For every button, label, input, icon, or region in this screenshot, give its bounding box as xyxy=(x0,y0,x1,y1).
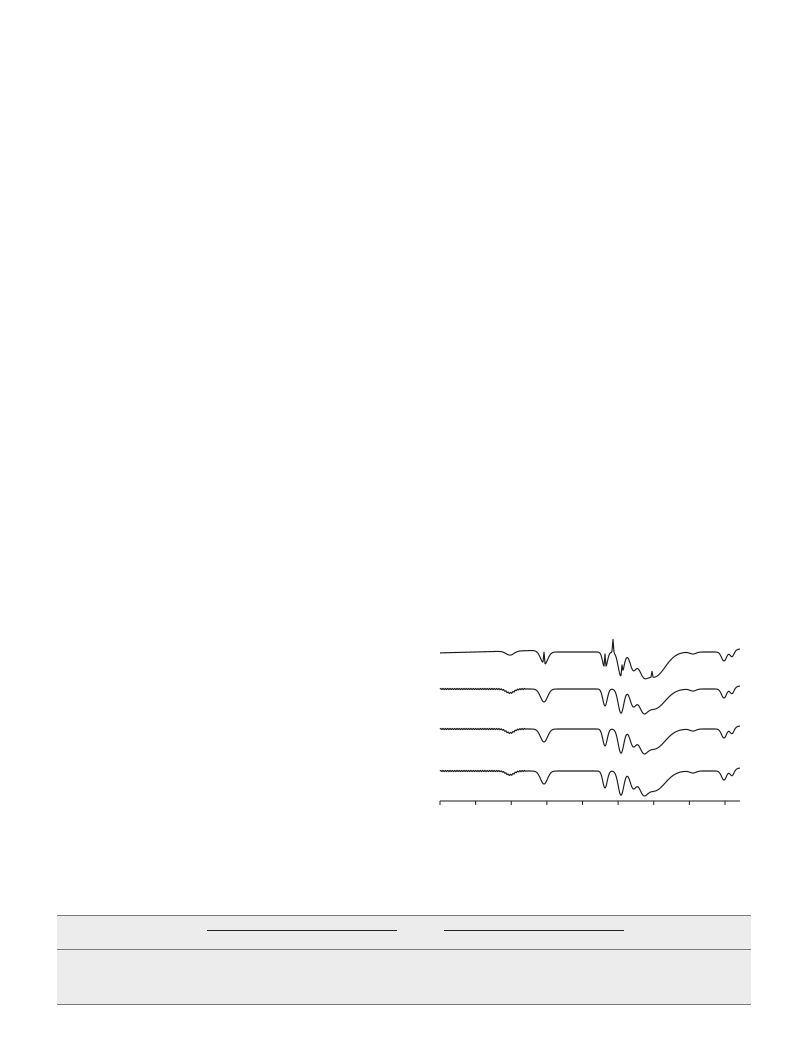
spectrum-trace-1 xyxy=(440,639,740,678)
x-axis-ticks xyxy=(440,801,725,805)
column-span-rule-2 xyxy=(444,930,624,931)
ir-spectra-chart xyxy=(425,630,745,815)
spectrum-trace-4 xyxy=(440,768,740,796)
table-bottom-rule xyxy=(57,1004,751,1005)
spectrum-trace-2 xyxy=(440,686,740,714)
column-span-rule-1 xyxy=(207,930,397,931)
table-header-band xyxy=(57,916,751,949)
data-table xyxy=(57,915,751,1006)
spectrum-trace-3 xyxy=(440,726,740,754)
table-body-band xyxy=(57,950,751,1004)
spectra-traces xyxy=(440,639,740,796)
